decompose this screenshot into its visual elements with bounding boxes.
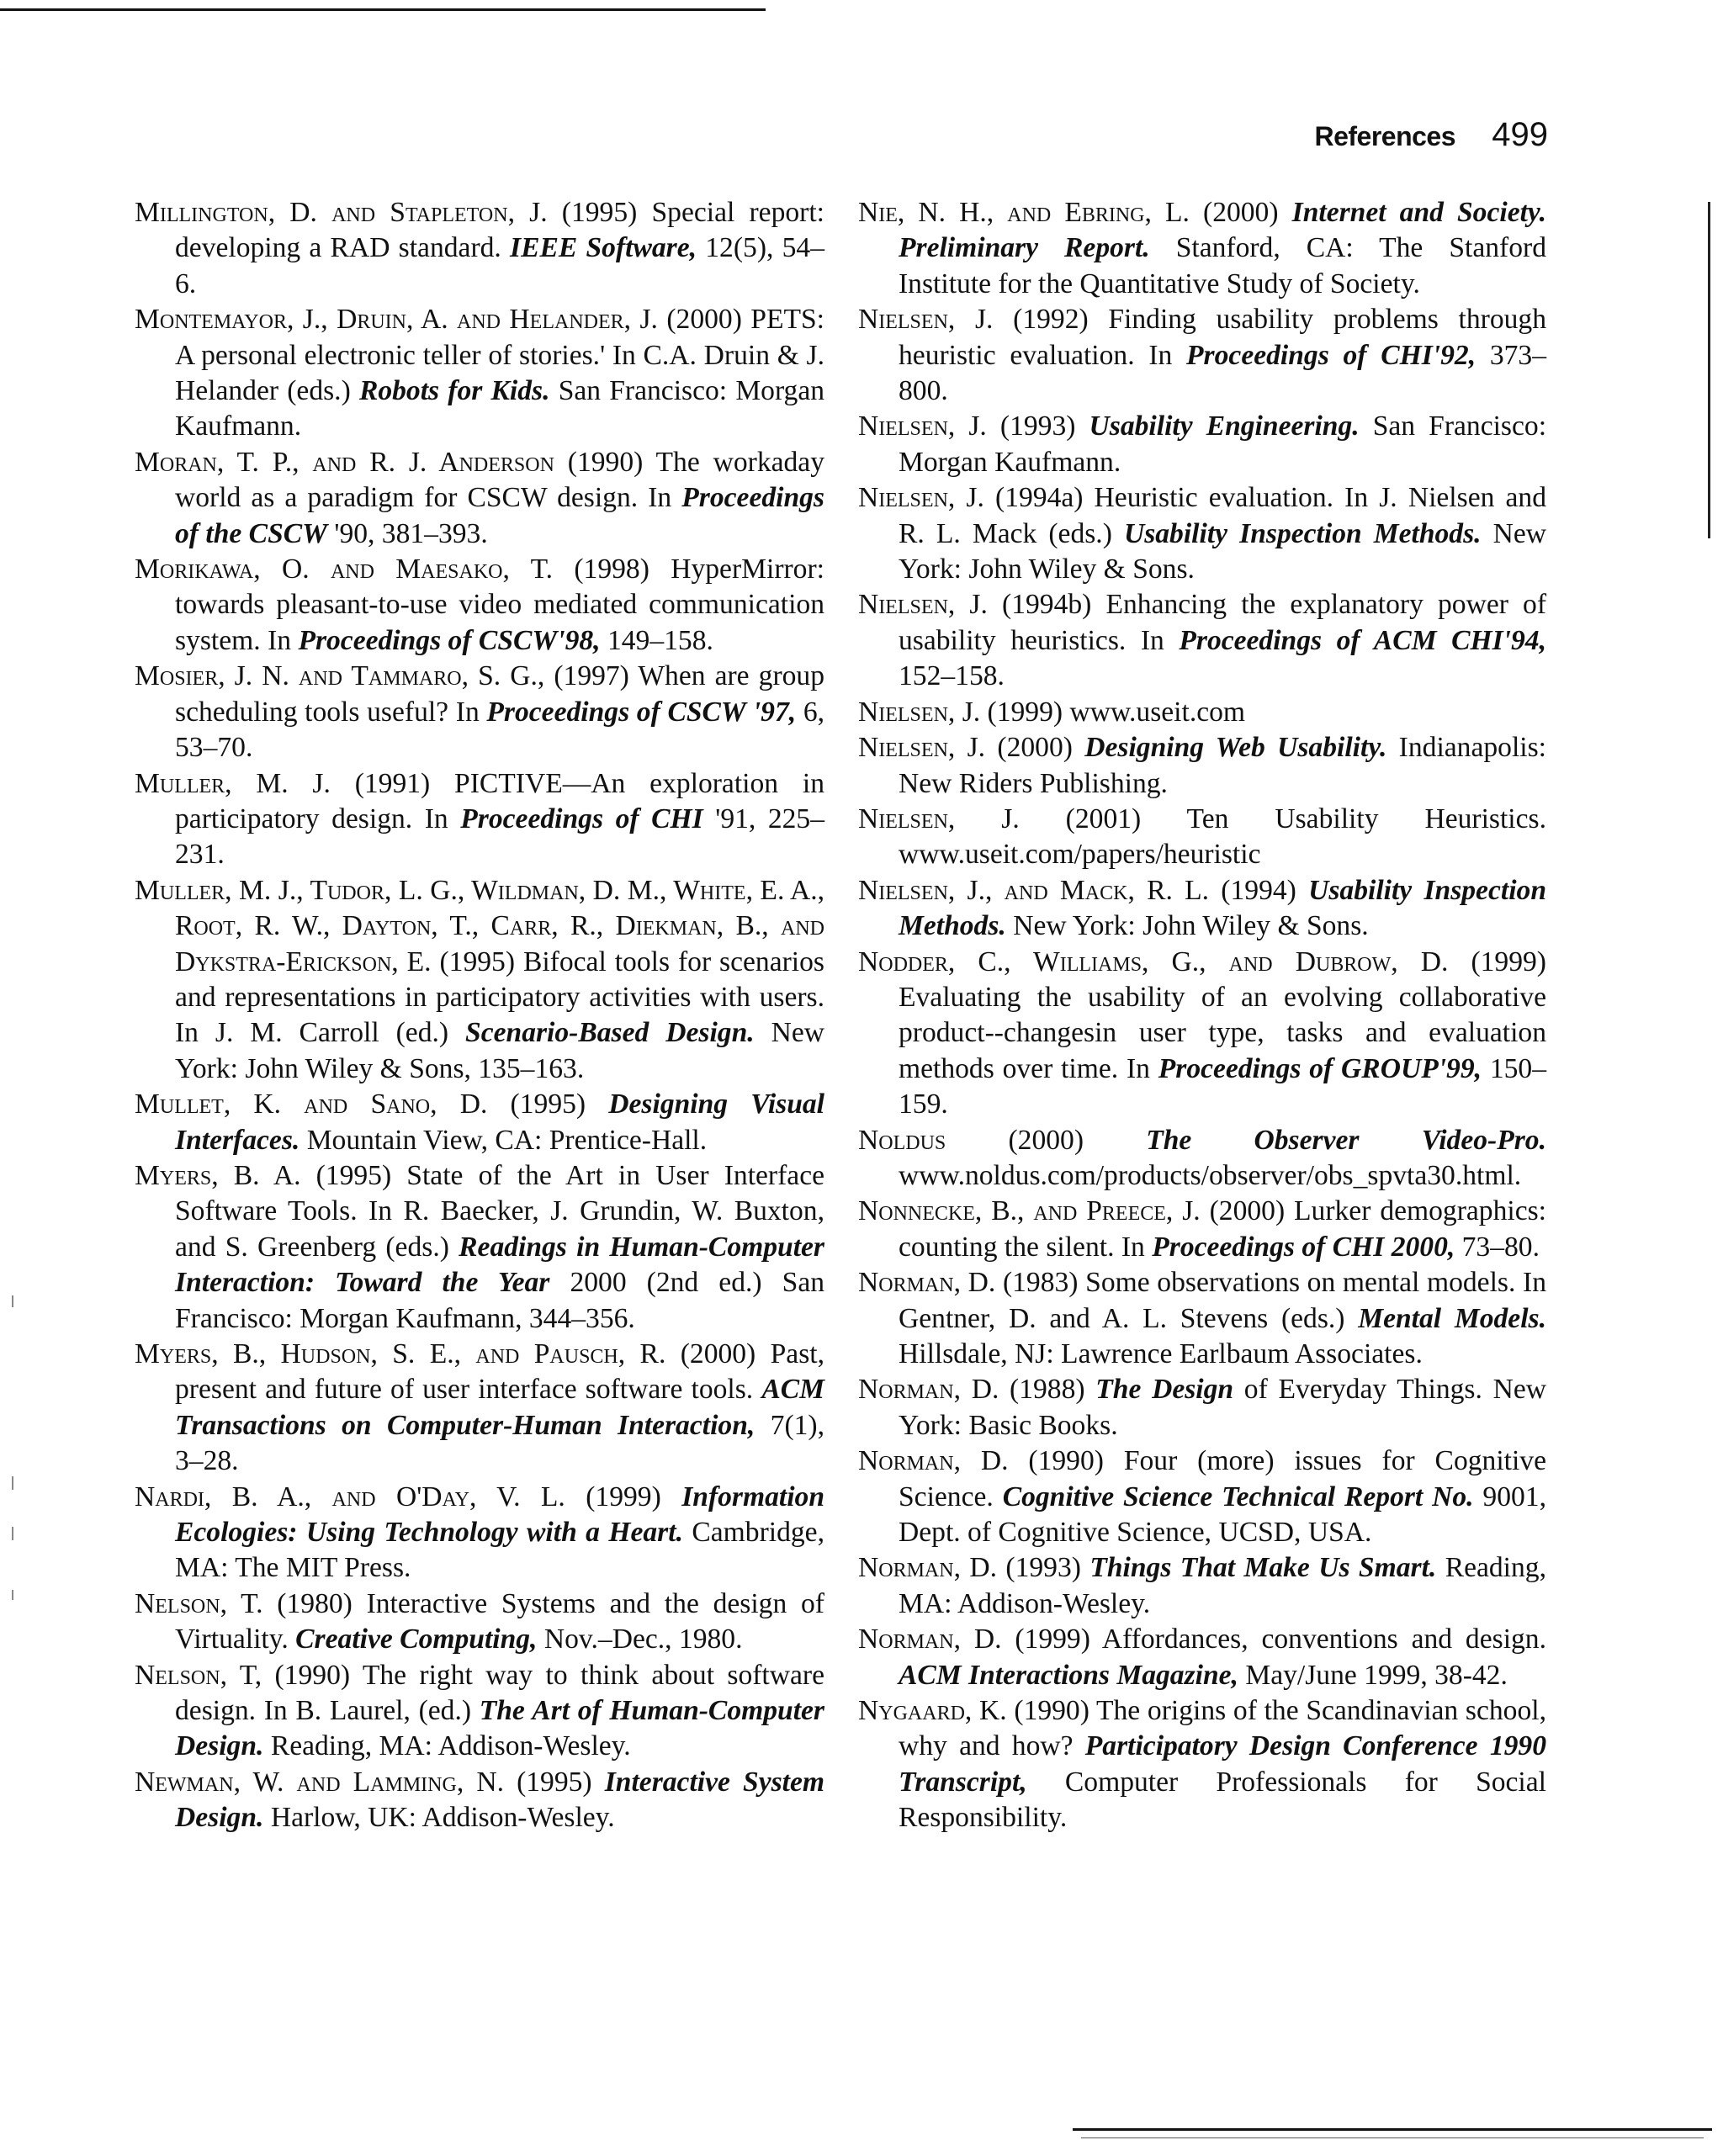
reference-entry bbox=[858, 302, 1546, 409]
right-column bbox=[858, 195, 1546, 1836]
reference-authors: Norman, D. bbox=[858, 1624, 1002, 1655]
reference-entry bbox=[858, 695, 1546, 730]
reference-entry bbox=[858, 409, 1546, 480]
reference-authors: Nielsen, J. bbox=[858, 411, 987, 442]
reference-text: (1999) Evaluating the usability of an evolving collaborative product--changesin user type, tasks and evaluation methods over time. In bbox=[899, 946, 1546, 1084]
reference-entry bbox=[858, 873, 1546, 945]
reference-text: (1998) HyperMirror: towards pleasant-to-use video mediated communication system. In bbox=[175, 554, 824, 656]
reference-authors: Nielsen, J. bbox=[858, 589, 988, 621]
reference-title: Scenario-Based Design. bbox=[465, 1017, 755, 1049]
reference-text: (1995) Special report: developing a RAD standard. bbox=[175, 197, 824, 264]
reference-entry bbox=[135, 1480, 824, 1587]
reference-authors: Nielsen, J. bbox=[858, 304, 994, 336]
reference-title: Usability Engineering. bbox=[1089, 411, 1360, 442]
reference-authors: Nie, N. H., and Ebring, L. bbox=[858, 197, 1190, 228]
reference-text: (2000) Past, present and future of user interface software tools. bbox=[175, 1338, 824, 1406]
reference-title: The Design bbox=[1095, 1374, 1234, 1406]
reference-authors: Nonnecke, B., and Preece, J. bbox=[858, 1195, 1201, 1227]
reference-rest: 12(5), 54–6. bbox=[175, 232, 824, 299]
reference-title: Designing Visual Interfaces. bbox=[175, 1089, 825, 1156]
page-header bbox=[1262, 116, 1548, 158]
reference-entry bbox=[135, 1158, 824, 1337]
reference-text: (1993) bbox=[986, 411, 1089, 442]
reference-entry bbox=[858, 587, 1546, 694]
scan-speck bbox=[12, 1590, 13, 1600]
reference-text: (1993) bbox=[997, 1552, 1090, 1584]
reference-text: (1994a) Heuristic evaluation. In J. Nielsen and R. L. Mack (eds.) bbox=[899, 482, 1546, 549]
reference-entry bbox=[858, 1693, 1546, 1836]
reference-entry bbox=[858, 195, 1546, 302]
margin-mark bbox=[1708, 202, 1710, 538]
reference-rest: '91, 225–231. bbox=[175, 803, 825, 871]
reference-authors: Myers, B., Hudson, S. E., and Pausch, R. bbox=[135, 1338, 666, 1369]
reference-rest: May/June 1999, 38-42. bbox=[1238, 1659, 1508, 1691]
reference-entry bbox=[135, 1658, 824, 1765]
reference-rest: Computer Professionals for Social Responsibility. bbox=[899, 1766, 1546, 1834]
reference-text: (1983) Some observations on mental models. In Gentner, D. and A. L. Stevens (eds.) bbox=[899, 1267, 1546, 1334]
reference-text: (2000) bbox=[946, 1124, 1147, 1156]
reference-authors: Newman, W. and Lamming, N. bbox=[135, 1766, 504, 1798]
reference-rest: San Francisco: Morgan Kaufmann. bbox=[899, 411, 1547, 478]
reference-rest: Cambridge, MA: The MIT Press. bbox=[175, 1517, 824, 1584]
reference-entry bbox=[858, 1265, 1546, 1372]
reference-entry bbox=[135, 195, 824, 302]
reference-text: (1990) Four (more) issues for Cognitive Science. bbox=[899, 1445, 1547, 1512]
reference-authors: Mullet, K. and Sano, D. bbox=[135, 1089, 488, 1120]
reference-authors: Nelson, T. bbox=[135, 1587, 263, 1619]
reference-text: (1988) bbox=[999, 1374, 1096, 1406]
reference-authors: Muller, M. J., Tudor, L. G., Wildman, D. M., White, E. A., Root, R. W., Dayton, T., Carr, R., Diekman, B., and Dykstra-Erickson, E. bbox=[135, 874, 824, 977]
reference-title: Information Ecologies: Using Technology with a Heart. bbox=[175, 1481, 825, 1549]
bottom-rule-thin bbox=[1081, 2137, 1704, 2138]
reference-title: Usability Inspection Methods. bbox=[1123, 517, 1482, 549]
reference-text: (1995) State of the Art in User Interface Software Tools. In R. Baecker, J. Grundin, W. Buxton, and S. Greenberg (eds.) bbox=[175, 1159, 825, 1263]
reference-text: (1994) bbox=[1209, 874, 1309, 906]
reference-title: Things That Make Us Smart. bbox=[1089, 1552, 1437, 1584]
reference-entry bbox=[858, 1123, 1546, 1195]
reference-entry bbox=[858, 802, 1546, 873]
reference-rest: 73–80. bbox=[1455, 1231, 1540, 1263]
reference-title: Proceedings of CHI 2000, bbox=[1152, 1231, 1455, 1263]
reference-text: (1992) Finding usability problems through heuristic evaluation. In bbox=[899, 304, 1546, 371]
reference-rest: New York: John Wiley & Sons. bbox=[1005, 910, 1369, 942]
reference-text: (1994b) Enhancing the explanatory power of usability heuristics. In bbox=[899, 589, 1547, 656]
scan-speck bbox=[12, 1295, 13, 1307]
reference-authors: Noldus bbox=[858, 1124, 946, 1156]
reference-authors: Nielsen, J., and Mack, R. L. bbox=[858, 874, 1210, 906]
reference-title: IEEE Software, bbox=[510, 232, 697, 264]
reference-rest: Hillsdale, NJ: Lawrence Earlbaum Associates. bbox=[899, 1338, 1423, 1369]
reference-rest: www.noldus.com/products/observer/obs_spvta30.html. bbox=[899, 1159, 1522, 1191]
reference-title: Internet and Society. Preliminary Report. bbox=[899, 197, 1546, 264]
reference-entry bbox=[858, 1622, 1546, 1693]
reference-text: (1999) Affordances, conventions and design. bbox=[1001, 1624, 1546, 1655]
reference-rest: 2000 (2nd ed.) San Francisco: Morgan Kaufmann, 344–356. bbox=[175, 1267, 825, 1334]
top-rule bbox=[0, 8, 766, 11]
reference-title: Proceedings of CSCW '97, bbox=[486, 696, 797, 728]
reference-authors: Muller, M. J. bbox=[135, 767, 331, 799]
reference-entry bbox=[135, 766, 824, 873]
reference-rest: New York: John Wiley & Sons. bbox=[899, 517, 1547, 585]
reference-title: The Observer Video-Pro. bbox=[1146, 1124, 1546, 1156]
reference-entry bbox=[135, 552, 824, 659]
reference-title: Proceedings of ACM CHI'94, bbox=[1179, 624, 1546, 656]
reference-text: (2001) Ten Usability Heuristics. www.useit.com/papers/heuristic bbox=[899, 803, 1546, 871]
reference-text: (1995) bbox=[503, 1766, 605, 1798]
reference-title: The Art of Human-Computer Design. bbox=[175, 1695, 824, 1762]
reference-text: (1990) The origins of the Scandinavian school, why and how? bbox=[899, 1695, 1546, 1762]
running-head: References bbox=[1314, 121, 1455, 151]
reference-text: (1991) PICTIVE—An exploration in participatory design. In bbox=[175, 767, 824, 834]
reference-authors: Nielsen, J. bbox=[858, 482, 984, 514]
reference-rest: 150–159. bbox=[899, 1052, 1546, 1120]
page-number: 499 bbox=[1492, 116, 1548, 153]
reference-text: (1990) The workaday world as a paradigm for CSCW design. In bbox=[175, 446, 824, 514]
reference-entry bbox=[858, 480, 1546, 587]
reference-rest: '90, 381–393. bbox=[327, 517, 488, 549]
reference-authors: Myers, B. A. bbox=[135, 1159, 301, 1191]
reference-text: (1997) When are group scheduling tools useful? In bbox=[175, 660, 824, 728]
reference-rest: 149–158. bbox=[600, 624, 713, 656]
reference-title: Interactive System Design. bbox=[175, 1766, 825, 1834]
reference-entry bbox=[135, 1337, 824, 1480]
reference-title: Mental Models. bbox=[1358, 1302, 1546, 1334]
reference-rest: of Everyday Things. New York: Basic Books. bbox=[899, 1374, 1547, 1441]
reference-rest: 152–158. bbox=[899, 660, 1005, 692]
reference-title: Participatory Design Conference 1990 Transcript, bbox=[899, 1730, 1546, 1798]
bottom-rule bbox=[1073, 2128, 1712, 2131]
reference-entry bbox=[135, 302, 824, 445]
reference-title: Proceedings of CSCW'98, bbox=[298, 624, 601, 656]
reference-entry bbox=[135, 1087, 824, 1158]
reference-entry bbox=[858, 1550, 1546, 1622]
reference-entry bbox=[858, 730, 1546, 802]
reference-title: Designing Web Usability. bbox=[1084, 732, 1387, 764]
reference-rest: Nov.–Dec., 1980. bbox=[537, 1624, 743, 1655]
reference-authors: Nelson, T, bbox=[135, 1659, 262, 1691]
reference-rest: 9001, Dept. of Cognitive Science, UCSD, USA. bbox=[899, 1481, 1546, 1549]
reference-entry bbox=[135, 445, 824, 552]
reference-text: (1999) www.useit.com bbox=[980, 696, 1246, 728]
reference-title: ACM Transactions on Computer-Human Interaction, bbox=[175, 1374, 824, 1441]
left-column bbox=[135, 195, 824, 1836]
reference-entry bbox=[135, 1765, 824, 1836]
reference-title: Proceedings of CHI'92, bbox=[1186, 339, 1476, 371]
reference-text: (1980) Interactive Systems and the design of Virtuality. bbox=[175, 1587, 824, 1655]
reference-authors: Nardi, B. A., and O'Day, V. L. bbox=[135, 1481, 565, 1512]
reference-entry bbox=[135, 1587, 824, 1658]
reference-title: Creative Computing, bbox=[295, 1624, 538, 1655]
reference-rest: New York: John Wiley & Sons, 135–163. bbox=[175, 1017, 825, 1084]
reference-text: (2000) PETS: A personal electronic teller of stories.' In C.A. Druin & J. Helander (eds.) bbox=[175, 304, 824, 407]
reference-text: (2000) bbox=[985, 732, 1085, 764]
reference-entry bbox=[135, 659, 824, 765]
reference-text: (1995) Bifocal tools for scenarios and representations in participatory activities with users. In J. M. Carroll (ed.) bbox=[175, 946, 824, 1049]
reference-title: Robots for Kids. bbox=[358, 375, 550, 407]
reference-rest: 373–800. bbox=[899, 339, 1546, 407]
reference-rest: Indianapolis: New Riders Publishing. bbox=[899, 732, 1547, 799]
reference-authors: Norman, D. bbox=[858, 1267, 996, 1299]
reference-rest: Stanford, CA: The Stanford Institute for the Quantitative Study of Society. bbox=[899, 232, 1546, 299]
reference-rest: Reading, MA: Addison-Wesley. bbox=[899, 1552, 1546, 1619]
reference-rest: 7(1), 3–28. bbox=[175, 1409, 824, 1477]
scan-speck bbox=[12, 1527, 13, 1540]
reference-authors: Nielsen, J. bbox=[858, 696, 981, 728]
reference-authors: Montemayor, J., Druin, A. and Helander, J. bbox=[135, 304, 658, 336]
reference-entry bbox=[135, 873, 824, 1087]
reference-text: (1995) bbox=[487, 1089, 609, 1120]
reference-title: Proceedings of CHI bbox=[460, 803, 703, 834]
reference-title: Readings in Human-Computer Interaction: Toward the Year bbox=[175, 1231, 824, 1299]
reference-authors: Nodder, C., Williams, G., and Dubrow, D. bbox=[858, 946, 1449, 977]
reference-rest: San Francisco: Morgan Kaufmann. bbox=[175, 375, 825, 442]
reference-title: ACM Interactions Magazine, bbox=[899, 1659, 1238, 1691]
reference-entry bbox=[858, 1444, 1546, 1550]
reference-rest: Harlow, UK: Addison-Wesley. bbox=[263, 1802, 615, 1834]
scan-speck bbox=[12, 1476, 13, 1490]
reference-rest: Reading, MA: Addison-Wesley. bbox=[263, 1730, 631, 1762]
reference-authors: Millington, D. and Stapleton, J. bbox=[135, 197, 548, 228]
reference-entry bbox=[858, 1194, 1546, 1265]
reference-authors: Morikawa, O. and Maesako, T. bbox=[135, 554, 554, 585]
reference-authors: Mosier, J. N. and Tammaro, S. G., bbox=[135, 660, 545, 692]
reference-title: Proceedings of GROUP'99, bbox=[1158, 1052, 1482, 1084]
reference-title: Cognitive Science Technical Report No. bbox=[1002, 1481, 1474, 1512]
reference-title: Usability Inspection Methods. bbox=[899, 874, 1546, 942]
reference-text: (2000) Lurker demographics: counting the silent. In bbox=[899, 1195, 1546, 1263]
reference-rest: Mountain View, CA: Prentice-Hall. bbox=[300, 1124, 708, 1156]
reference-authors: Nielsen, J. bbox=[858, 732, 986, 764]
reference-authors: Norman, D. bbox=[858, 1552, 998, 1584]
reference-entry bbox=[858, 1372, 1546, 1444]
reference-authors: Moran, T. P., and R. J. Anderson bbox=[135, 446, 554, 478]
reference-text: (1999) bbox=[565, 1481, 682, 1512]
reference-rest: 6, 53–70. bbox=[175, 696, 824, 764]
reference-authors: Norman, D. bbox=[858, 1445, 1009, 1477]
reference-title: Proceedings of the CSCW bbox=[175, 482, 824, 549]
reference-authors: Nielsen, J. bbox=[858, 803, 1020, 834]
reference-text: (1990) The right way to think about software design. In B. Laurel, (ed.) bbox=[175, 1659, 825, 1727]
reference-authors: Norman, D. bbox=[858, 1374, 999, 1406]
reference-entry bbox=[858, 945, 1546, 1123]
reference-authors: Nygaard, K. bbox=[858, 1695, 1007, 1727]
reference-text: (2000) bbox=[1189, 197, 1292, 228]
